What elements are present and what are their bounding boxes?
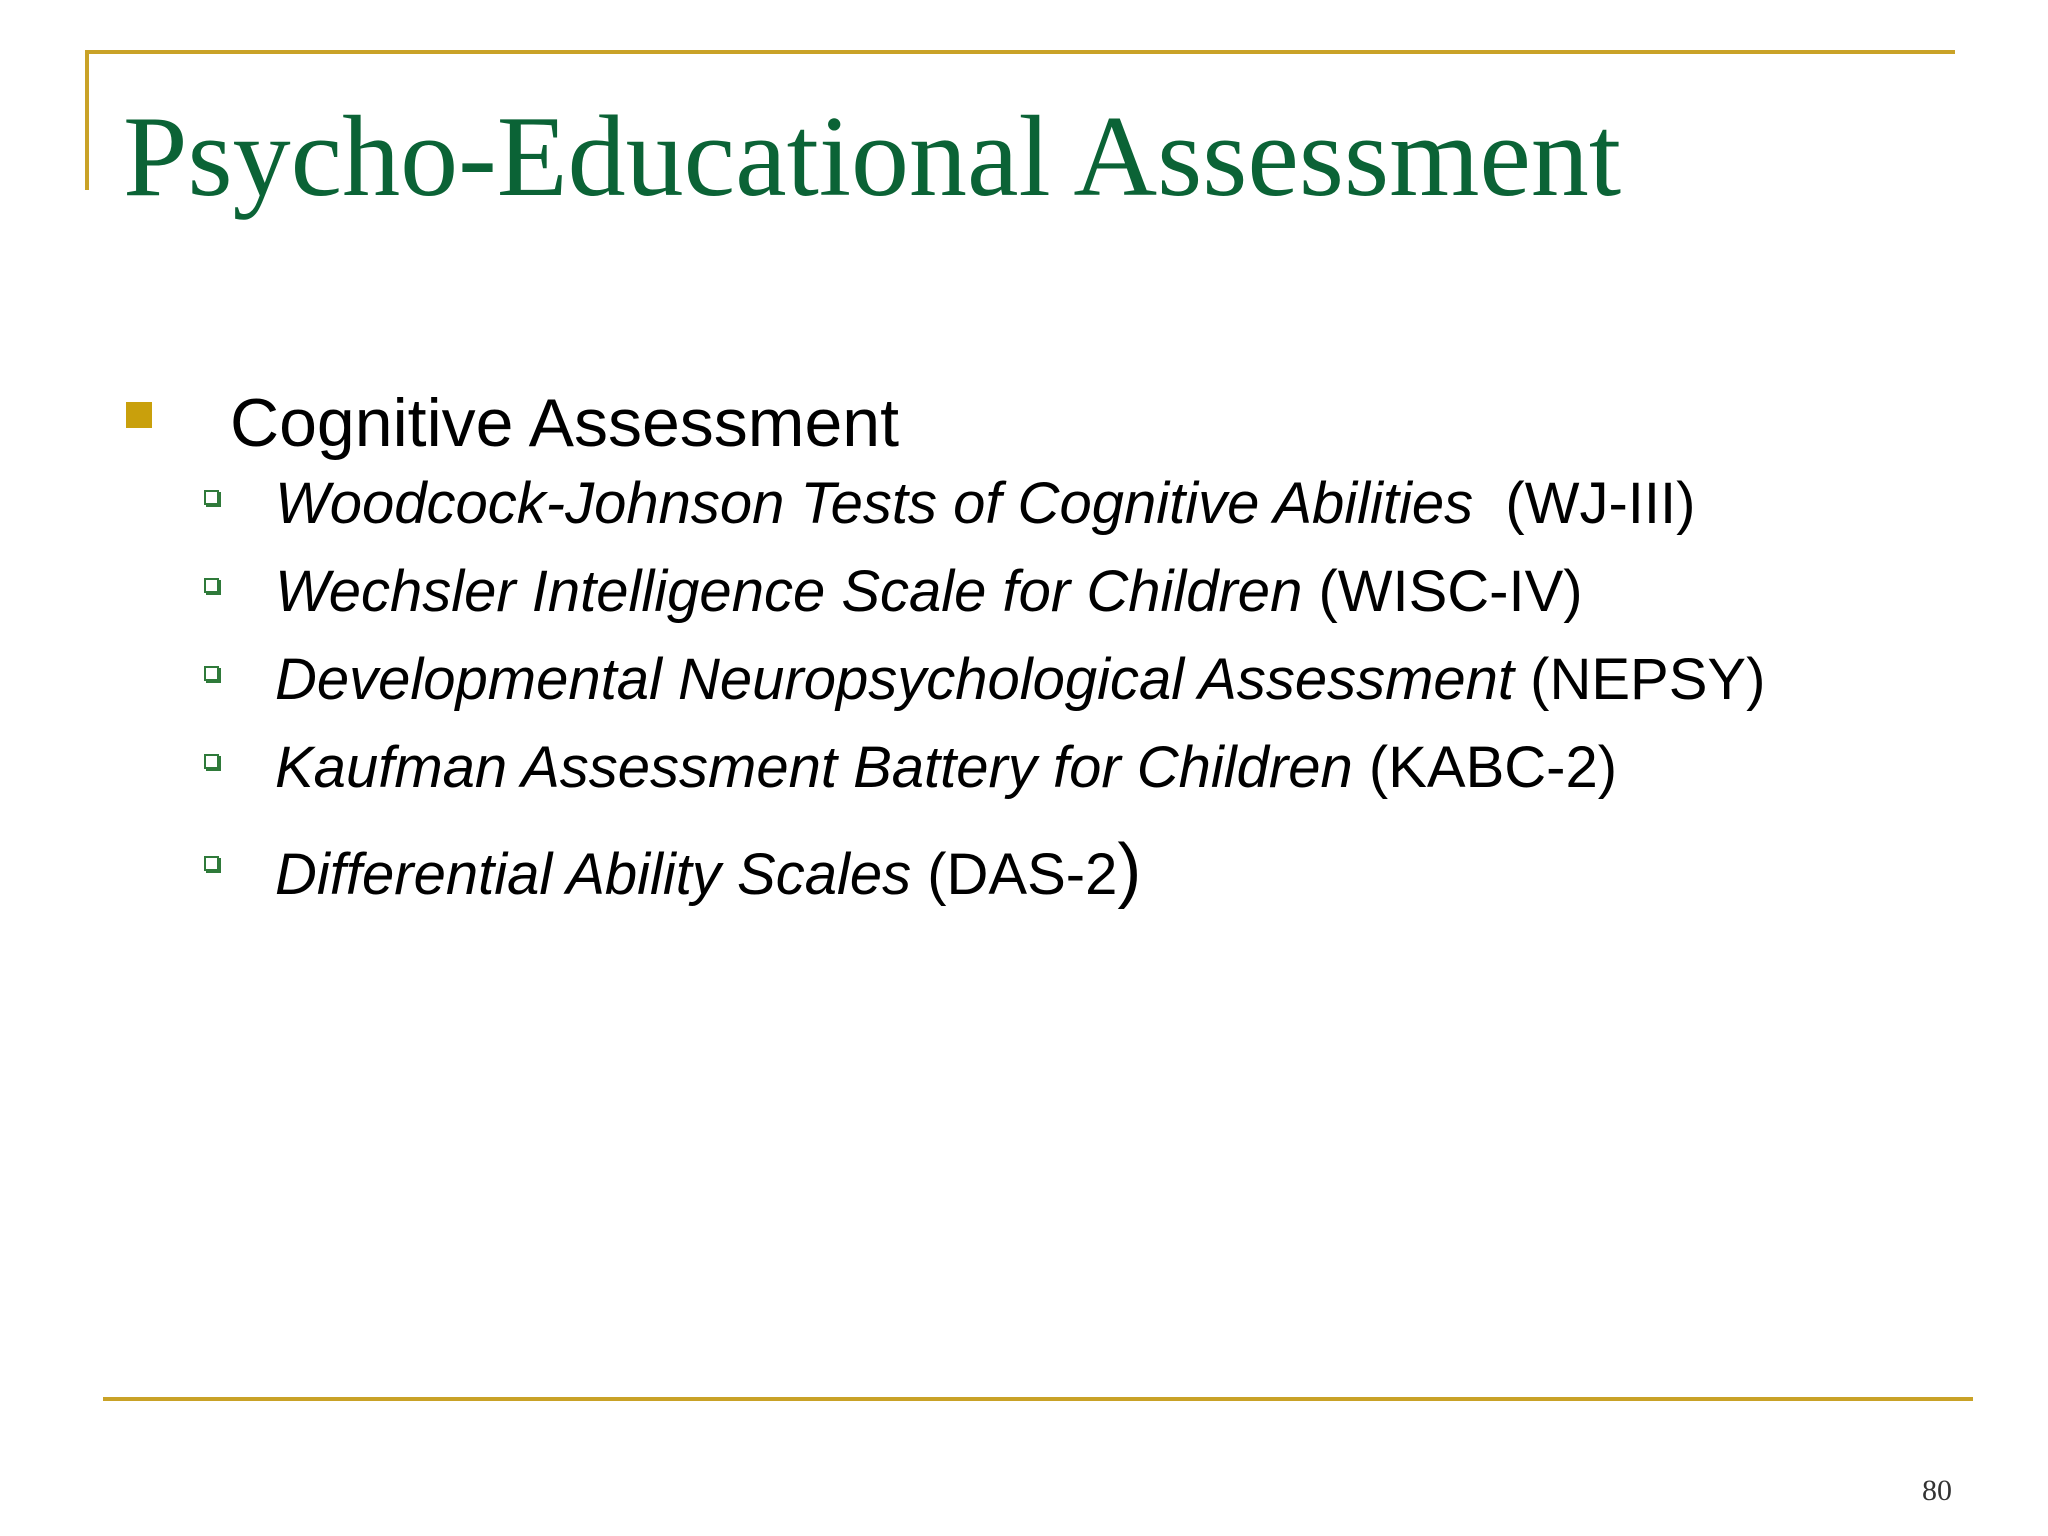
test-entry xyxy=(275,468,1695,540)
test-entry xyxy=(275,556,1583,628)
test-name: Woodcock-Johnson Tests of Cognitive Abilities xyxy=(275,471,1474,536)
list-item xyxy=(126,644,1976,732)
closing-parenthesis: ) xyxy=(1117,830,1142,910)
test-abbreviation: (KABC-2) xyxy=(1352,735,1618,800)
test-abbreviation: (WJ-III) xyxy=(1473,471,1696,536)
list-item xyxy=(126,732,1976,820)
bullet-heading: Cognitive Assessment xyxy=(230,385,899,461)
test-list xyxy=(126,468,1976,922)
test-abbreviation: (WISC-IV) xyxy=(1302,559,1583,624)
test-entry xyxy=(275,644,1765,716)
test-entry xyxy=(275,830,1142,911)
bullet-cognitive-assessment xyxy=(126,378,1976,468)
hollow-square-bullet-icon xyxy=(204,856,219,871)
hollow-square-bullet-icon xyxy=(204,666,219,681)
hollow-square-bullet-icon xyxy=(204,490,219,505)
test-name: Wechsler Intelligence Scale for Children xyxy=(275,559,1303,624)
list-item xyxy=(126,830,1976,922)
test-name: Developmental Neuropsychological Assessment xyxy=(275,647,1515,712)
frame-left-rule xyxy=(85,50,89,190)
test-abbreviation: (NEPSY) xyxy=(1514,647,1766,712)
test-entry xyxy=(275,732,1617,804)
hollow-square-bullet-icon xyxy=(204,578,219,593)
test-name: Kaufman Assessment Battery for Children xyxy=(275,735,1353,800)
list-item xyxy=(126,468,1976,556)
frame-top-rule xyxy=(85,50,1955,54)
page-number: 80 xyxy=(1922,1474,1952,1507)
test-name: Differential Ability Scales xyxy=(275,842,912,907)
slide-content xyxy=(126,378,1976,922)
list-item xyxy=(126,556,1976,644)
test-abbreviation: (DAS-2 xyxy=(911,842,1118,907)
square-bullet-icon xyxy=(126,402,152,428)
frame-bottom-rule xyxy=(103,1397,1973,1401)
slide-title: Psycho-Educational Assessment xyxy=(123,93,1622,221)
hollow-square-bullet-icon xyxy=(204,754,219,769)
